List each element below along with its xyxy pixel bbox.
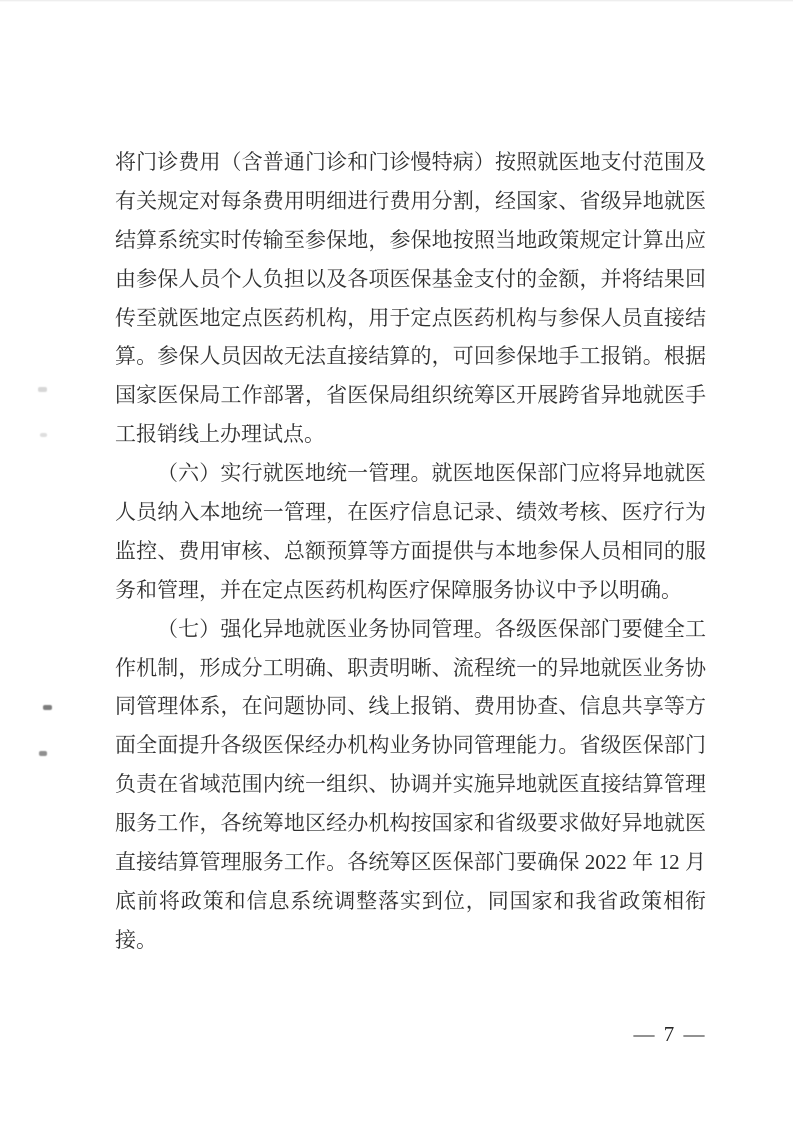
margin-smudge-artifact bbox=[39, 751, 47, 756]
margin-smudge-artifact bbox=[43, 705, 52, 710]
text-line: 务和管理，并在定点医药机构医疗保障服务协议中予以明确。 bbox=[115, 577, 682, 602]
text-line: 面全面提升各级医保经办机构业务协同管理能力。省级医保部门 bbox=[115, 733, 706, 758]
text-line: 由参保人员个人负担以及各项医保基金支付的金额，并将结果回 bbox=[115, 266, 706, 291]
document-text bbox=[115, 143, 706, 960]
text-line: 算。参保人员因故无法直接结算的，可回参保地手工报销。根据 bbox=[115, 344, 706, 369]
scan-edge-artifact bbox=[0, 0, 793, 2]
text-line: 人员纳入本地统一管理，在医疗信息记录、绩效考核、医疗行为 bbox=[115, 500, 706, 525]
text-line: 负责在省域范围内统一组织、协调并实施异地就医直接结算管理 bbox=[115, 772, 706, 797]
margin-smudge-artifact bbox=[38, 387, 47, 392]
text-line: 直接结算管理服务工作。各统筹区医保部门要确保 2022 年 12 月 bbox=[115, 850, 706, 875]
text-line: 监控、费用审核、总额预算等方面提供与本地参保人员相同的服 bbox=[115, 538, 706, 563]
text-line: 底前将政策和信息系统调整落实到位，同国家和我省政策相衔 bbox=[115, 888, 706, 913]
text-line: 将门诊费用（含普通门诊和门诊慢特病）按照就医地支付范围及 bbox=[115, 150, 706, 174]
text-line: 结算系统实时传输至参保地，参保地按照当地政策规定计算出应 bbox=[115, 227, 706, 252]
text-line: 服务工作，各统筹地区经办机构按国家和省级要求做好异地就医 bbox=[115, 811, 706, 836]
text-line: 传至就医地定点医药机构，用于定点医药机构与参保人员直接结 bbox=[115, 305, 706, 330]
text-line: 有关规定对每条费用明细进行费用分割，经国家、省级异地就医 bbox=[115, 188, 706, 213]
text-line: 国家医保局工作部署，省医保局组织统筹区开展跨省异地就医手 bbox=[115, 383, 706, 408]
text-line: 作机制，形成分工明确、职责明晰、流程统一的异地就医业务协 bbox=[115, 655, 706, 680]
text-line: 工报销线上办理试点。 bbox=[115, 422, 325, 447]
text-line: 同管理体系，在问题协同、线上报销、费用协查、信息共享等方 bbox=[115, 694, 706, 719]
page-number: — 7 — bbox=[633, 1022, 707, 1046]
text-line: 接。 bbox=[115, 927, 157, 952]
text-line: （六）实行就医地统一管理。就医地医保部门应将异地就医 bbox=[157, 461, 706, 486]
text-line: （七）强化异地就医业务协同管理。各级医保部门要健全工 bbox=[157, 616, 706, 641]
margin-smudge-artifact bbox=[40, 433, 47, 437]
